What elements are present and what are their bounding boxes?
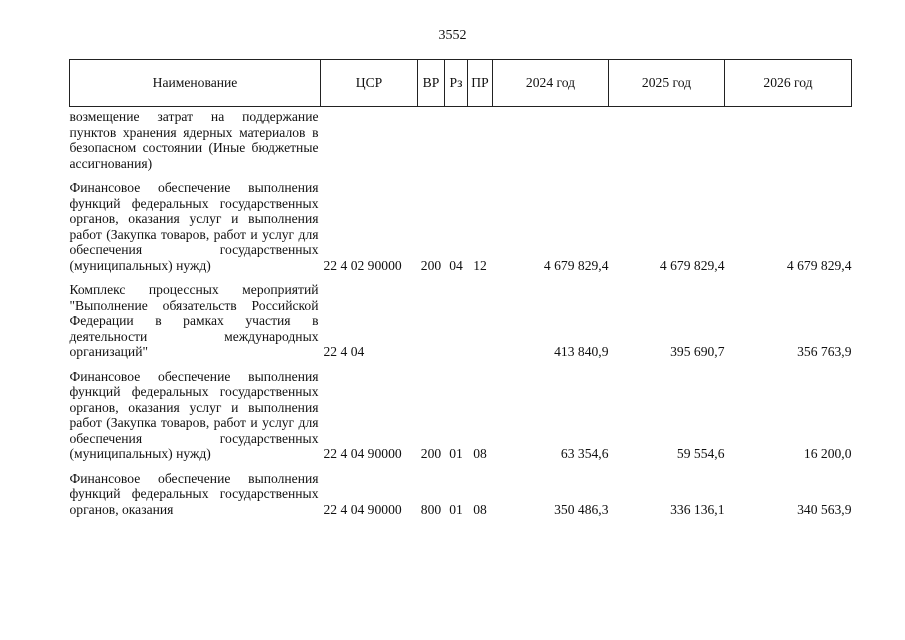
table-row: [70, 360, 852, 462]
row-csr: 22 4 02 90000: [323, 257, 402, 273]
row-name: Финансовое обеспечение выполнения функций федеральных государственных органов, оказания услуг и выполнения работ (Закупка товаров, работ и услуг для обеспечения государственных (муниципальных) нужд): [69, 180, 319, 273]
row-csr: 22 4 04 90000: [323, 501, 402, 517]
row-vr: 200: [420, 257, 442, 273]
row-2024: 63 354,6: [560, 446, 609, 461]
row-rz: 01: [449, 446, 463, 461]
row-2025: 59 554,6: [676, 446, 725, 461]
header-2024: 2024 год: [493, 60, 609, 107]
table-row: [70, 171, 852, 273]
table-row: [70, 462, 852, 524]
page-number: 3552: [438, 28, 467, 43]
row-2024: 4 679 829,4: [543, 257, 609, 273]
header-pr: ПР: [468, 60, 493, 107]
row-name: Финансовое обеспечение выполнения функций федеральных государственных органов, оказания услуг и выполнения работ (Закупка товаров, работ и услуг для обеспечения государственных (муниципальных) нужд): [69, 368, 319, 461]
row-2026: 4 679 829,4: [786, 257, 852, 273]
row-rz: [445, 107, 468, 172]
row-2025: 4 679 829,4: [659, 257, 725, 273]
header-name: Наименование: [70, 60, 321, 107]
table-header-row: [70, 60, 852, 107]
row-2026: [725, 107, 852, 172]
table-row: [70, 107, 852, 172]
row-rz: 01: [449, 501, 463, 517]
row-name: возмещение затрат на поддержание пунктов хранения ядерных материалов в безопасном состоянии (Иные бюджетные ассигнования): [69, 109, 319, 171]
row-pr: [468, 107, 493, 172]
row-vr: [418, 107, 445, 172]
row-vr: [418, 273, 445, 360]
row-name: Финансовое обеспечение выполнения функций федеральных государственных органов, оказания: [69, 470, 319, 517]
budget-table: [69, 59, 852, 523]
row-vr: 800: [420, 501, 442, 517]
row-rz: 04: [449, 257, 463, 273]
row-2025: 395 690,7: [670, 344, 725, 359]
row-2025: 336 136,1: [670, 501, 725, 517]
row-2024: [493, 107, 609, 172]
row-rz: [445, 273, 468, 360]
header-2025: 2025 год: [609, 60, 725, 107]
header-rz: Рз: [445, 60, 468, 107]
header-2026: 2026 год: [725, 60, 852, 107]
row-2026: 356 763,9: [797, 344, 852, 359]
row-2025: [609, 107, 725, 172]
row-csr: 22 4 04 90000: [323, 446, 402, 461]
row-csr: [321, 107, 418, 172]
row-pr: 12: [473, 257, 487, 273]
row-pr: 08: [473, 501, 487, 517]
row-csr: 22 4 04: [323, 344, 365, 359]
row-2026: 16 200,0: [803, 446, 852, 461]
row-2024: 413 840,9: [554, 344, 609, 359]
row-name: Комплекс процессных мероприятий "Выполнение обязательств Российской Федерации в рамках участия в деятельности международных организаций": [69, 282, 319, 359]
row-vr: 200: [420, 446, 442, 461]
row-pr: [468, 273, 493, 360]
header-vr: ВР: [418, 60, 445, 107]
row-2026: 340 563,9: [797, 501, 852, 517]
header-csr: ЦСР: [321, 60, 418, 107]
row-pr: 08: [473, 446, 487, 461]
row-2024: 350 486,3: [554, 501, 609, 517]
table-row: [70, 273, 852, 360]
